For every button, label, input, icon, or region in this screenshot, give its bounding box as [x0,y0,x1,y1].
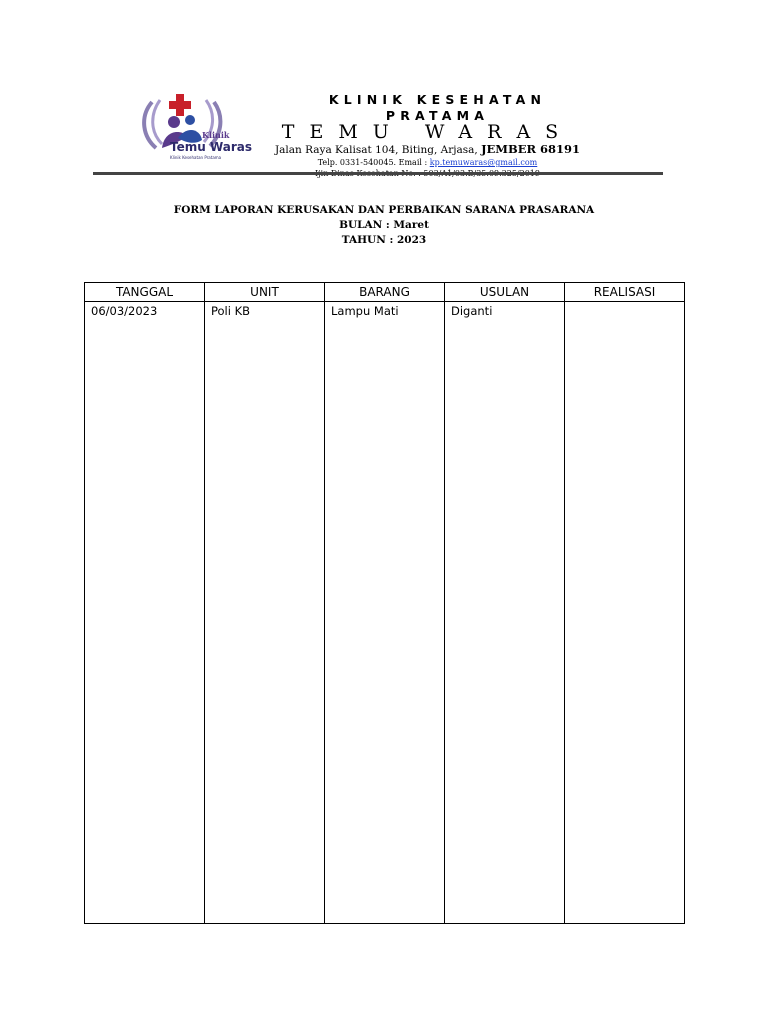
clinic-name: TEMU WARAS [281,121,574,143]
cell-unit: Poli KB [205,302,325,924]
form-heading [84,203,684,248]
clinic-logo [138,92,253,166]
header-unit: UNIT [205,283,325,302]
logo-tagline: Klinik Kesehatan Pratama [170,155,222,160]
form-month: BULAN : Maret [339,219,429,231]
email-link[interactable]: kp.temuwaras@gmail.com [429,158,538,167]
cell-usulan: Diganti [445,302,565,924]
address-city: JEMBER 68191 [481,142,581,156]
letterhead [255,92,600,179]
contact-phone: Telp. 0331-540045. Email : [317,158,428,167]
table-row [85,302,685,924]
cell-realisasi [565,302,685,924]
cell-tanggal: 06/03/2023 [85,302,205,924]
header-divider [93,172,663,175]
header-usulan: USULAN [445,283,565,302]
clinic-address [255,142,600,157]
logo-subtext: Klinik [202,130,230,140]
clinic-type: KLINIK KESEHATAN PRATAMA [328,92,547,123]
cell-barang: Lampu Mati [325,302,445,924]
clinic-contact [255,157,600,168]
header-realisasi: REALISASI [565,283,685,302]
header-barang: BARANG [325,283,445,302]
address-street: Jalan Raya Kalisat 104, Biting, Arjasa, [274,144,478,156]
form-year: TAHUN : 2023 [341,234,427,246]
form-title: FORM LAPORAN KERUSAKAN DAN PERBAIKAN SARANA PRASARANA [173,204,595,216]
report-table [84,282,685,924]
header-tanggal: TANGGAL [85,283,205,302]
logo-text: Temu Waras [170,140,253,154]
table-header-row [85,283,685,302]
